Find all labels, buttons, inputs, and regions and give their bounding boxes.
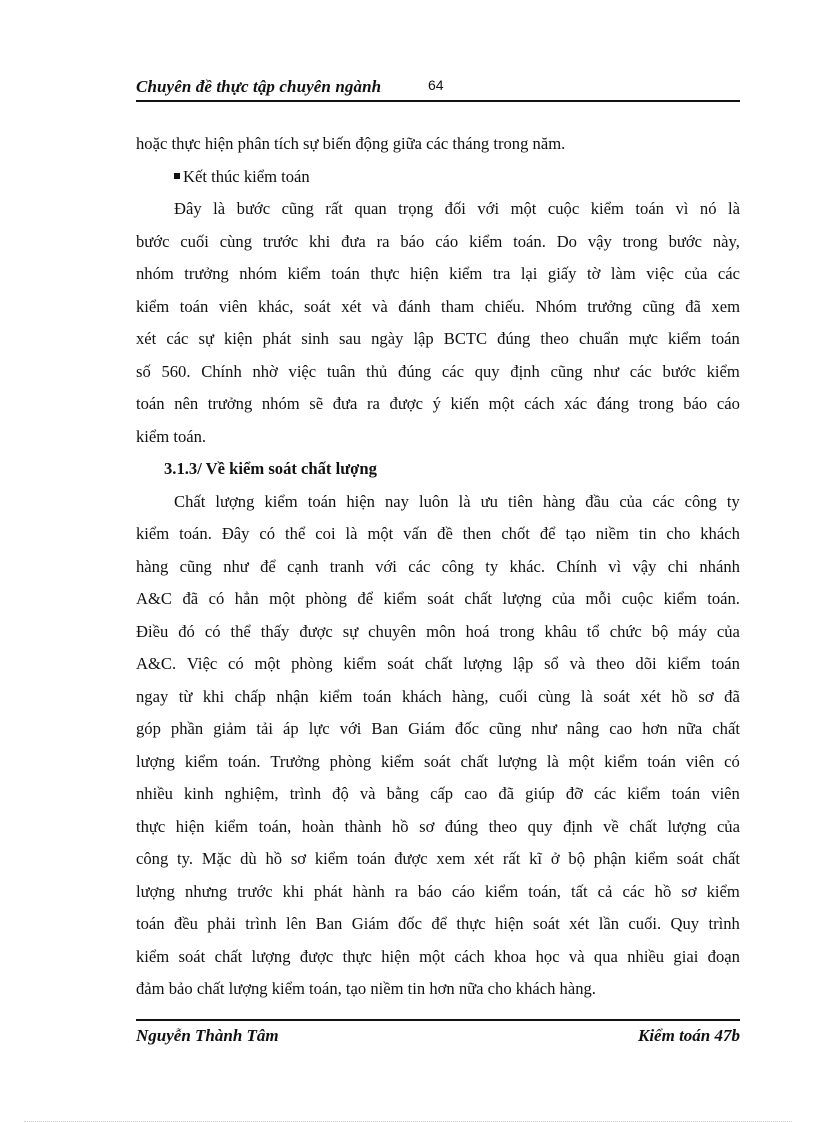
footer-divider [136, 1019, 740, 1021]
text-line: Đây là bước cũng rất quan trọng đối với một cuộc kiểm toán vì nó là [174, 199, 740, 218]
text-line: kiểm toán. Đây có thể coi là một vấn đề then chốt để tạo niềm tin cho khách [136, 524, 740, 543]
paragraph-final-audit [136, 193, 740, 453]
text-line: góp phần giảm tải áp lực với Ban Giám đốc cũng như nâng cao hơn nữa chất [136, 719, 740, 738]
text-line: nhóm trưởng nhóm kiểm toán thực hiện kiểm tra lại giấy tờ làm việc của các [136, 264, 740, 283]
text-line: Điều đó có thể thấy được sự chuyên môn hoá trong khâu tổ chức bộ máy của [136, 621, 740, 641]
text-line: toán nên trưởng nhóm sẽ đưa ra được ý kiến một cách xác đáng trong báo cáo [136, 394, 740, 413]
text-line: số 560. Chính nhờ việc tuân thủ đúng các quy định cũng như các bước kiểm [136, 361, 740, 381]
text-line: kiểm toán viên khác, soát xét và đánh tham chiếu. Nhóm trưởng cũng đã xem [136, 296, 740, 316]
square-bullet-icon [174, 173, 180, 179]
document-body [136, 128, 740, 1006]
text-line: ngay từ khi chấp nhận kiểm toán khách hàng, cuối cùng là soát xét hồ sơ đã [136, 686, 740, 706]
text-line: kiểm soát chất lượng được thực hiện một cách khoa học và qua nhiều giai đoạn [136, 946, 740, 966]
text-line: xét các sự kiện phát sinh sau ngày lập BCTC đúng theo chuẩn mực kiểm toán [136, 329, 740, 348]
text-line: đảm bảo chất lượng kiểm toán, tạo niềm tin hơn nữa cho khách hàng. [136, 979, 596, 998]
text-line: Chất lượng kiểm toán hiện nay luôn là ưu tiên hàng đầu của các công ty [174, 491, 740, 511]
text-line: kiểm toán. [136, 426, 207, 446]
text-line: bước cuối cùng trước khi đưa ra báo cáo kiểm toán. Do vậy trong bước này, [136, 231, 740, 251]
text-line: lượng nhưng trước khi phát hành ra báo cáo kiểm toán, tất cả các hồ sơ kiểm [136, 881, 740, 901]
text-line: thực hiện kiểm toán, hoàn thành hồ sơ đúng theo quy định về chất lượng của [136, 816, 740, 836]
text-line: hoặc thực hiện phân tích sự biến động giữa các tháng trong năm. [136, 134, 566, 153]
text-line: hàng cũng như để cạnh tranh với các công ty khác. Chính vì vậy chi nhánh [136, 556, 740, 576]
text-line: toán đều phải trình lên Ban Giám đốc để thực hiện soát xét lần cuối. Quy trình [136, 914, 740, 933]
text-line: công ty. Mặc dù hồ sơ kiểm toán được xem xét rất kĩ ở bộ phận kiểm soát chất [136, 849, 740, 868]
paragraph-quality-control [136, 486, 740, 1006]
footer-author: Nguyễn Thành Tâm [136, 1026, 279, 1045]
text-line: lượng kiểm toán. Trưởng phòng kiểm soát chất lượng là một kiểm toán viên có [136, 751, 740, 771]
text-line: nhiều kinh nghiệm, trình độ và bằng cấp cao đã giúp đỡ các kiểm toán viên [136, 784, 740, 803]
page-number: 64 [428, 77, 444, 93]
text-line: A&C. Việc có một phòng kiểm soát chất lượng lập sổ và theo dõi kiểm toán [136, 654, 740, 673]
header-divider [136, 100, 740, 102]
section-heading: 3.1.3/ Về kiểm soát chất lượng [164, 459, 377, 478]
page-edge [24, 1121, 792, 1122]
bullet-item [136, 161, 740, 194]
document-title: Chuyên đề thực tập chuyên ngành [136, 77, 382, 96]
bullet-label: Kết thúc kiểm toán [183, 166, 310, 186]
text-line: A&C đã có hẳn một phòng để kiểm soát chất lượng của mỗi cuộc kiểm toán. [136, 589, 740, 608]
footer-class: Kiểm toán 47b [637, 1026, 740, 1045]
page-header [136, 74, 740, 100]
